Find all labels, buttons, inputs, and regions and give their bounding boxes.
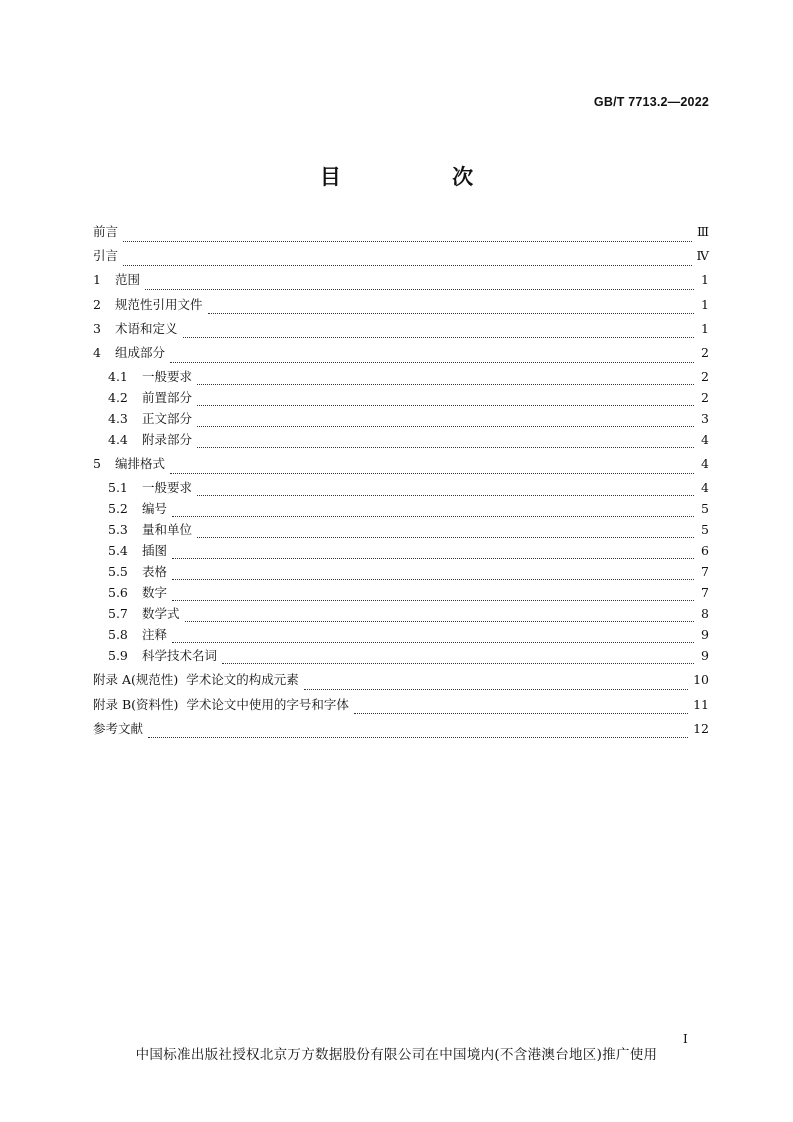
page-number: Ⅰ bbox=[683, 1032, 688, 1046]
dot-leader bbox=[197, 495, 694, 496]
dot-leader bbox=[222, 663, 694, 664]
toc-entry-page: 12 bbox=[693, 720, 709, 736]
toc-entry-page: 1 bbox=[701, 320, 709, 336]
toc-entry-number: 4.1 bbox=[108, 369, 128, 385]
toc-entry[interactable] bbox=[93, 674, 709, 698]
toc-entry[interactable] bbox=[93, 587, 709, 608]
toc-entry[interactable] bbox=[93, 434, 709, 455]
toc-entry[interactable] bbox=[93, 566, 709, 587]
toc-entry[interactable] bbox=[93, 720, 709, 747]
toc-entry-page: 10 bbox=[693, 672, 709, 688]
toc-entry[interactable] bbox=[93, 696, 709, 723]
dot-leader bbox=[304, 689, 688, 690]
toc-entry-number: 5.6 bbox=[108, 585, 128, 601]
dot-leader bbox=[145, 289, 694, 290]
toc-entry-label: 范围 bbox=[115, 272, 141, 288]
standard-number: GB/T 7713.2—2022 bbox=[593, 95, 709, 109]
footer-notice: 中国标准出版社授权北京万方数据股份有限公司在中国境内(不含港澳台地区)推广使用 bbox=[135, 1047, 658, 1063]
toc-entry-number: 5 bbox=[93, 456, 101, 472]
toc-entry-label: 数字 bbox=[142, 585, 168, 601]
toc-entry-number: 5.8 bbox=[108, 627, 128, 643]
toc-entry-page: 1 bbox=[701, 272, 709, 288]
dot-leader bbox=[170, 362, 694, 363]
toc-entry-page: 4 bbox=[701, 432, 709, 448]
toc-entry-label: 插图 bbox=[142, 543, 168, 559]
toc-entry-page: 8 bbox=[701, 606, 709, 622]
toc-entry-label: 数学式 bbox=[142, 606, 180, 622]
toc-entry[interactable] bbox=[93, 629, 709, 650]
toc-entry-label: 参考文献 bbox=[93, 720, 144, 736]
toc-entry-label: 编号 bbox=[142, 501, 168, 517]
toc-entry-page: 7 bbox=[701, 585, 709, 601]
toc-entry[interactable] bbox=[93, 482, 709, 503]
toc-entry-page: 5 bbox=[701, 501, 709, 517]
toc-entry-page: 9 bbox=[701, 648, 709, 664]
toc-entry-label: 表格 bbox=[142, 564, 168, 580]
dot-leader bbox=[185, 621, 694, 622]
toc-entry[interactable] bbox=[93, 250, 709, 274]
dot-leader bbox=[148, 737, 688, 738]
dot-leader bbox=[123, 241, 692, 242]
toc-entry-page: 2 bbox=[701, 344, 709, 360]
toc-entry[interactable] bbox=[93, 274, 709, 298]
toc-entry[interactable] bbox=[93, 371, 709, 392]
toc-entry-label: 编排格式 bbox=[115, 456, 166, 472]
toc-entry-number: 4.3 bbox=[108, 411, 128, 427]
dot-leader bbox=[354, 713, 688, 714]
dot-leader bbox=[170, 473, 694, 474]
toc-entry[interactable] bbox=[93, 344, 709, 371]
toc-entry-page: 3 bbox=[701, 411, 709, 427]
toc-entry-label: 科学技术名词 bbox=[142, 648, 218, 664]
table-of-contents bbox=[93, 226, 709, 747]
toc-entry-number: 5.9 bbox=[108, 648, 128, 664]
dot-leader bbox=[197, 447, 694, 448]
dot-leader bbox=[208, 313, 694, 314]
toc-entry-page: 9 bbox=[701, 627, 709, 643]
toc-entry-label: 附录 B(资料性) 学术论文中使用的字号和字体 bbox=[93, 696, 349, 712]
dot-leader bbox=[172, 579, 694, 580]
dot-leader bbox=[172, 516, 694, 517]
toc-entry-page: 6 bbox=[701, 543, 709, 559]
toc-entry-label: 附录 A(规范性) 学术论文的构成元素 bbox=[93, 672, 299, 688]
toc-entry[interactable] bbox=[93, 296, 709, 323]
dot-leader bbox=[123, 265, 691, 266]
dot-leader bbox=[197, 426, 694, 427]
toc-entry[interactable] bbox=[93, 545, 709, 566]
toc-entry[interactable] bbox=[93, 524, 709, 545]
dot-leader bbox=[172, 558, 694, 559]
dot-leader bbox=[197, 537, 694, 538]
toc-entry-page: 7 bbox=[701, 564, 709, 580]
toc-entry[interactable] bbox=[93, 226, 709, 250]
toc-entry-label: 注释 bbox=[142, 627, 168, 643]
toc-entry[interactable] bbox=[93, 503, 709, 524]
toc-entry-label: 一般要求 bbox=[142, 369, 193, 385]
dot-leader bbox=[183, 337, 694, 338]
dot-leader bbox=[172, 600, 694, 601]
toc-entry-page: 1 bbox=[701, 296, 709, 312]
dot-leader bbox=[172, 642, 694, 643]
toc-entry[interactable] bbox=[93, 413, 709, 434]
toc-entry-page: 11 bbox=[693, 696, 709, 712]
toc-entry-label: 组成部分 bbox=[115, 344, 166, 360]
toc-entry-number: 5.2 bbox=[108, 501, 128, 517]
toc-entry-page: 4 bbox=[701, 480, 709, 496]
toc-entry-page: 5 bbox=[701, 522, 709, 538]
toc-entry-number: 5.1 bbox=[108, 480, 128, 496]
toc-entry-number: 5.3 bbox=[108, 522, 128, 538]
page-title: 目 次 bbox=[319, 165, 526, 189]
toc-entry[interactable] bbox=[93, 392, 709, 413]
dot-leader bbox=[197, 384, 694, 385]
toc-entry-number: 5.4 bbox=[108, 543, 128, 559]
toc-entry-label: 正文部分 bbox=[142, 411, 193, 427]
toc-entry-number: 5.5 bbox=[108, 564, 128, 580]
toc-entry-label: 量和单位 bbox=[142, 522, 193, 538]
toc-entry-label: 术语和定义 bbox=[115, 320, 178, 336]
toc-entry-number: 5.7 bbox=[108, 606, 128, 622]
toc-entry-number: 4 bbox=[93, 344, 101, 360]
toc-entry-page: 2 bbox=[701, 369, 709, 385]
toc-entry-label: 引言 bbox=[93, 248, 119, 264]
toc-entry[interactable] bbox=[93, 650, 709, 671]
toc-entry-number: 4.4 bbox=[108, 432, 128, 448]
toc-entry-label: 前置部分 bbox=[142, 390, 193, 406]
toc-entry-number: 1 bbox=[93, 272, 101, 288]
toc-entry[interactable] bbox=[93, 320, 709, 347]
toc-entry-number: 4.2 bbox=[108, 390, 128, 406]
toc-entry-label: 前言 bbox=[93, 224, 119, 239]
toc-entry-label: 一般要求 bbox=[142, 480, 193, 496]
dot-leader bbox=[197, 405, 694, 406]
toc-entry-page: 4 bbox=[701, 456, 709, 472]
toc-entry-label: 附录部分 bbox=[142, 432, 193, 448]
toc-entry-label: 规范性引用文件 bbox=[115, 296, 203, 312]
toc-entry-page: Ⅳ bbox=[696, 248, 709, 264]
toc-entry-number: 3 bbox=[93, 320, 101, 336]
toc-entry[interactable] bbox=[93, 608, 709, 629]
toc-entry-number: 2 bbox=[93, 296, 101, 312]
toc-entry[interactable] bbox=[93, 458, 709, 482]
toc-entry-page: 2 bbox=[701, 390, 709, 406]
toc-entry-page: Ⅲ bbox=[696, 224, 709, 239]
